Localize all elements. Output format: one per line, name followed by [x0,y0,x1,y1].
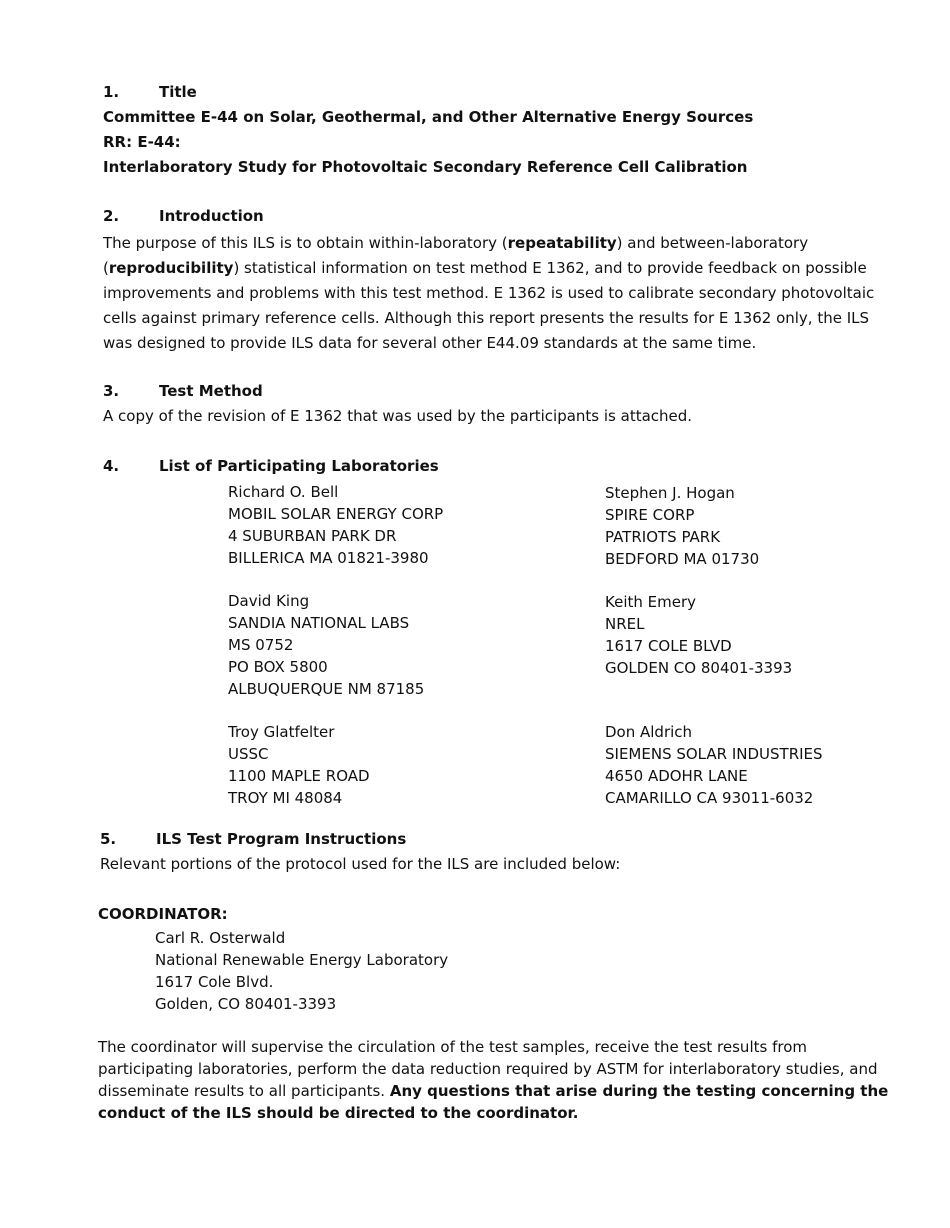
introduction-paragraph [103,231,874,356]
lab-street: 1100 MAPLE ROAD [228,767,370,785]
study-title: Interlaboratory Study for Photovoltaic Secondary Reference Cell Calibration [103,158,748,176]
text-run: ) and between-laboratory [616,234,809,252]
coordinator-heading: COORDINATOR: [98,905,228,923]
section-number: 2. [103,207,120,225]
lab-city: ALBUQUERQUE NM 87185 [228,680,425,698]
text-run: ( [103,259,109,277]
section-1-heading [103,83,197,101]
lab-city: BILLERICA MA 01821-3980 [228,549,429,567]
lab-address-hogan [605,482,759,570]
lab-organization: USSC [228,745,269,763]
emphasis-questions: Any questions that arise during the testing concerning the [389,1082,889,1100]
coordinator-organization: National Renewable Energy Laboratory [155,951,449,969]
section-title: ILS Test Program Instructions [156,830,407,848]
lab-city: CAMARILLO CA 93011-6032 [605,789,814,807]
coordinator-address [155,927,448,1015]
lab-street: 4650 ADOHR LANE [605,767,748,785]
lab-organization: NREL [605,615,645,633]
lab-mailstop: MS 0752 [228,636,294,654]
lab-organization: SANDIA NATIONAL LABS [228,614,410,632]
section-title: Title [159,83,197,101]
lab-address-emery [605,591,792,679]
lab-address-aldrich [605,721,823,809]
lab-organization: SIEMENS SOLAR INDUSTRIES [605,745,823,763]
emphasis-repeatability: repeatability [507,234,617,252]
text-run: ) statistical information on test method E 1362, and to provide feedback on possible [233,259,867,277]
intro-line: improvements and problems with this test method. E 1362 is used to calibrate secondary photovoltaic [103,284,875,302]
section-number: 3. [103,382,120,400]
test-method-text: A copy of the revision of E 1362 that was used by the participants is attached. [103,407,693,425]
closing-line [98,1080,888,1102]
lab-city: BEDFORD MA 01730 [605,550,760,568]
section-title: Introduction [159,207,264,225]
lab-contact-name: Troy Glatfelter [228,723,335,741]
rr-line: RR: E-44: [103,133,181,151]
intro-line: was designed to provide ILS data for several other E44.09 standards at the same time. [103,334,757,352]
closing-line: participating laboratories, perform the data reduction required by ASTM for interlaboratory studies, and [98,1060,878,1078]
lab-contact-name: Stephen J. Hogan [605,484,735,502]
committee-name: Committee E-44 on Solar, Geothermal, and Other Alternative Energy Sources [103,108,754,126]
lab-city: GOLDEN CO 80401-3393 [605,659,793,677]
instructions-text: Relevant portions of the protocol used for the ILS are included below: [100,855,621,873]
coordinator-name: Carl R. Osterwald [155,929,286,947]
coordinator-street: 1617 Cole Blvd. [155,973,274,991]
lab-organization: SPIRE CORP [605,506,695,524]
lab-contact-name: Don Aldrich [605,723,693,741]
lab-street: 1617 COLE BLVD [605,637,732,655]
closing-paragraph [98,1036,888,1124]
intro-line [103,231,874,256]
lab-address-king [228,590,424,700]
lab-po-box: PO BOX 5800 [228,658,328,676]
intro-line [103,256,874,281]
lab-city: TROY MI 48084 [228,789,343,807]
coordinator-city: Golden, CO 80401-3393 [155,995,337,1013]
section-3-heading [103,382,263,400]
section-number: 1. [103,83,120,101]
lab-contact-name: David King [228,592,310,610]
closing-line-emphasis: conduct of the ILS should be directed to the coordinator. [98,1104,579,1122]
lab-organization: MOBIL SOLAR ENERGY CORP [228,505,444,523]
lab-contact-name: Keith Emery [605,593,697,611]
lab-contact-name: Richard O. Bell [228,483,339,501]
text-run: The purpose of this ILS is to obtain within-laboratory ( [103,234,508,252]
section-5-heading [100,830,406,848]
lab-address-glatfelter [228,721,370,809]
text-run: disseminate results to all participants. [98,1082,390,1100]
section-number: 4. [103,457,120,475]
lab-address-bell [228,481,443,569]
lab-street: 4 SUBURBAN PARK DR [228,527,397,545]
closing-line: The coordinator will supervise the circulation of the test samples, receive the test results from [98,1038,807,1056]
intro-line: cells against primary reference cells. Although this report presents the results for E 1362 only, the ILS [103,309,870,327]
emphasis-reproducibility: reproducibility [108,259,234,277]
lab-street: PATRIOTS PARK [605,528,721,546]
section-2-heading [103,207,264,225]
section-title: Test Method [159,382,263,400]
section-number: 5. [100,830,117,848]
section-title: List of Participating Laboratories [159,457,439,475]
section-4-heading [103,457,439,475]
